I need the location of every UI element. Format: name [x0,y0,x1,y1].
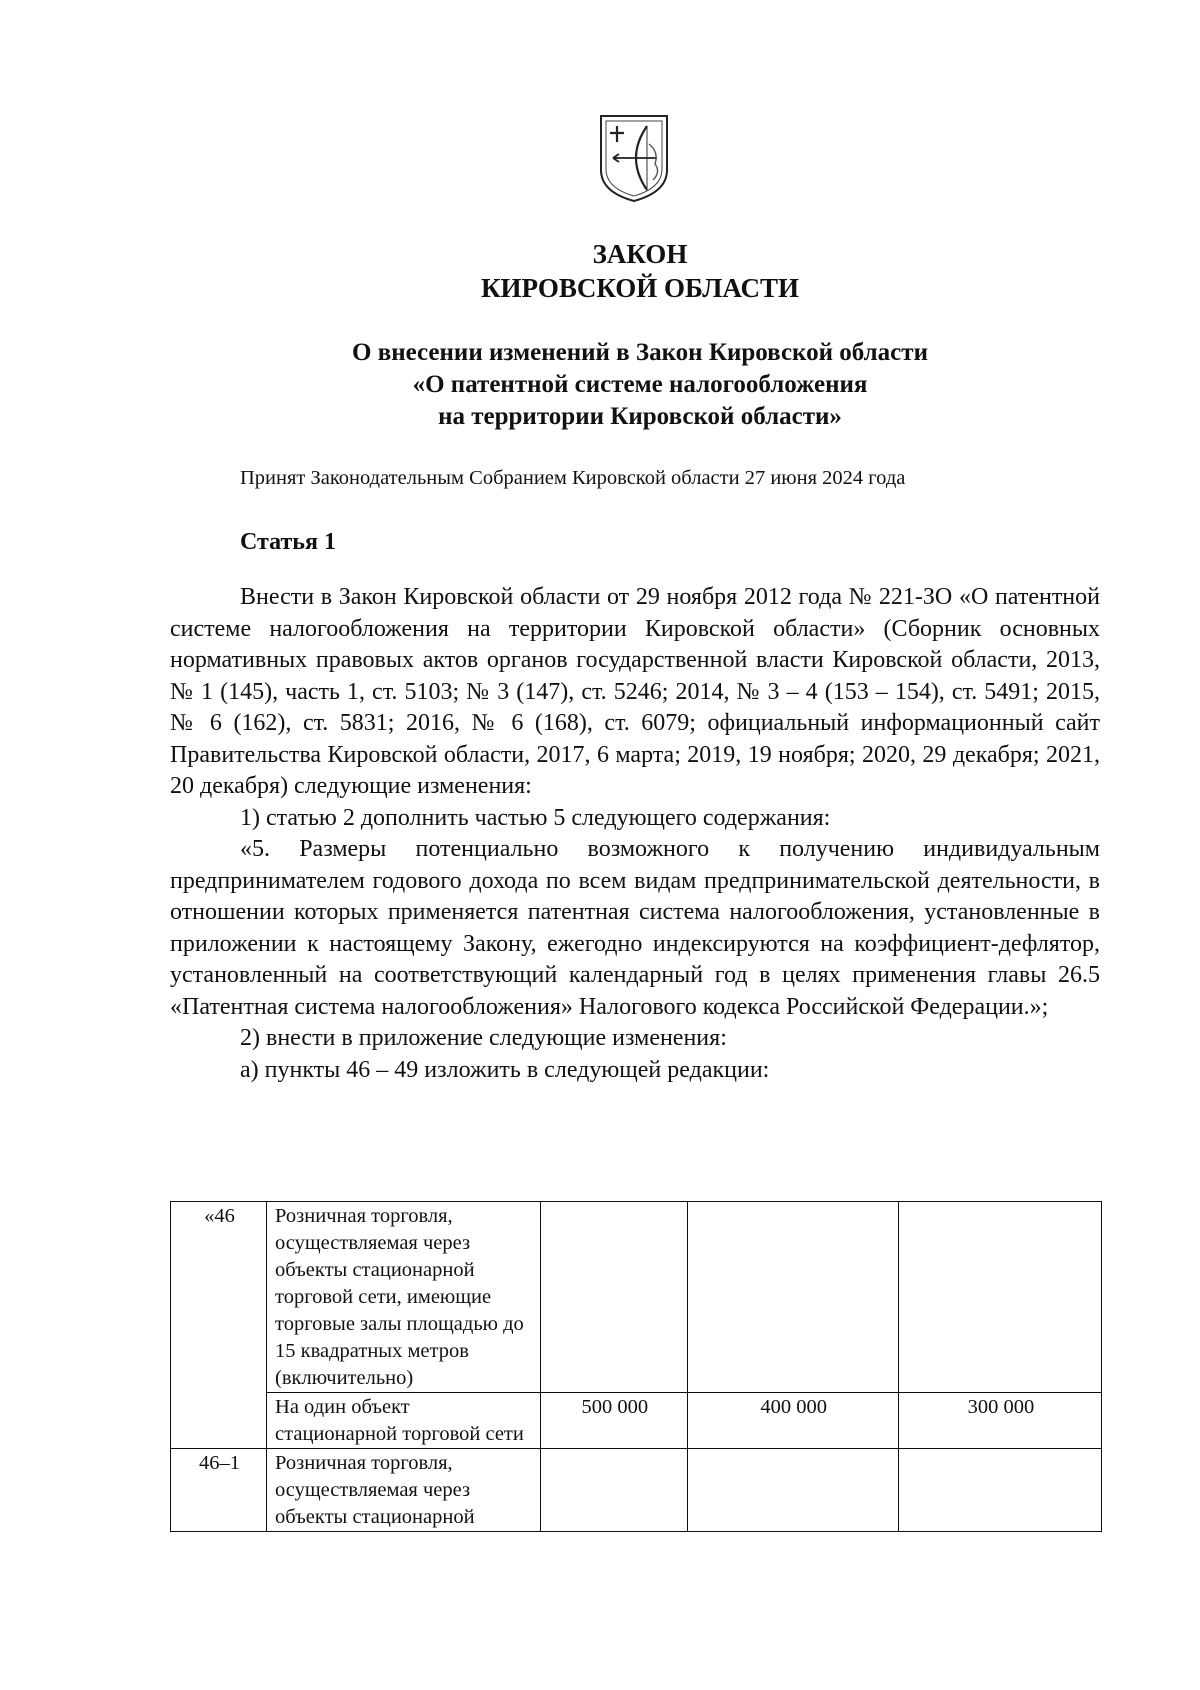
empty-cell [540,1202,687,1393]
empty-cell [687,1202,898,1393]
article-body [170,582,1100,1086]
value-cell: 400 000 [687,1393,898,1449]
activity-cell: Розничная торговля, осуществляемая через объекты стационарной торговой сети, имеющие торговые залы площадью до 15 квадратных метров (включительно) [267,1202,541,1393]
document-type-title: ЗАКОН [592,239,688,269]
table-row [171,1393,1102,1449]
paragraph: Внести в Закон Кировской области от 29 ноября 2012 года № 221-ЗО «О патентной системе налогообложения на территории Кировской области» (Сборник основных нормативных правовых актов органов государственной власти Кировской области, 2013, № 1 (145), часть 1, ст. 5103; № 3 (147), ст. 5246; 2014, № 3 – 4 (153 – 154), ст. 5491; 2015, № 6 (162), ст. 5831; 2016, № 6 (168), ст. 6079; официальный информационный сайт Правительства Кировской области, 2017, 6 марта; 2019, 19 ноября; 2020, 29 декабря; 2021, 20 декабря) следующие изменения: [170,584,1100,799]
paragraph: «5. Размеры потенциально возможного к получению индивидуальным предпринимателем годового дохода по всем видам предпринимательской деятельности, в отношении которых применяется патентная система налогообложения, установленные в приложении к настоящему Закону, ежегодно индексируются на коэффициент-дефлятор, установленный на соответствующий календарный год в целях применения главы 26.5 «Патентная система налогообложения» Налогового кодекса Российской Федерации.»; [170,836,1100,1020]
region-title: КИРОВСКОЙ ОБЛАСТИ [480,273,800,303]
amendment-table [170,1201,1102,1532]
empty-cell [898,1202,1101,1393]
law-subtitle-line3: на территории Кировской области» [438,403,842,430]
adoption-note: Принят Законодательным Собранием Кировской области 27 июня 2024 года [240,467,906,489]
coat-of-arms-icon [597,112,671,204]
empty-cell [898,1449,1101,1532]
row-number: 46–1 [171,1449,267,1532]
coat-of-arms-icon [597,112,671,204]
unit-cell: На один объект стационарной торговой сети [267,1393,541,1449]
table-row [171,1202,1102,1393]
paragraph: а) пункты 46 – 49 изложить в следующей редакции: [240,1056,770,1083]
paragraph: 1) статью 2 дополнить частью 5 следующего содержания: [240,804,831,831]
row-number: «46 [171,1202,267,1449]
empty-cell [687,1449,898,1532]
activity-cell: Розничная торговля, осуществляемая через объекты стационарной [267,1449,541,1532]
value-cell: 500 000 [540,1393,687,1449]
article-heading: Статья 1 [240,529,336,555]
empty-cell [540,1449,687,1532]
value-cell: 300 000 [898,1393,1101,1449]
paragraph: 2) внести в приложение следующие изменения: [240,1025,727,1051]
table-row [171,1449,1102,1532]
law-subtitle-line1: О внесении изменений в Закон Кировской области [352,339,928,366]
law-subtitle-line2: «О патентной системе налогообложения [412,371,868,398]
